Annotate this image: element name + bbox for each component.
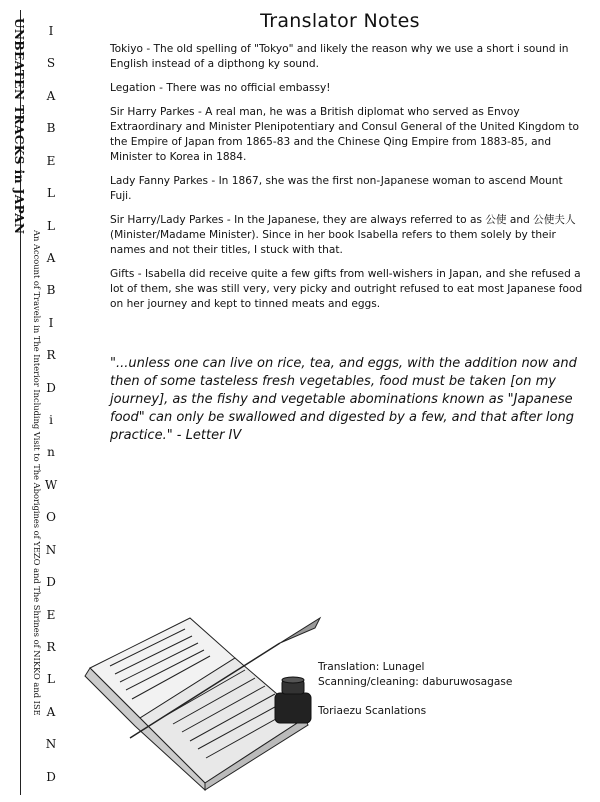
note-text: There was no official embassy! bbox=[166, 82, 331, 94]
spine-letter: n bbox=[47, 445, 55, 460]
note-lady-fanny-parkes: Lady Fanny Parkes - In 1867, she was the first non-Japanese woman to ascend Mount Fuji. bbox=[110, 175, 563, 202]
note-term: Gifts bbox=[110, 268, 135, 280]
spine-letter: E bbox=[46, 153, 56, 168]
note-text: In 1867, she was the first non-Japanese woman to ascend Mount Fuji. bbox=[110, 175, 563, 202]
translator-notes bbox=[110, 42, 586, 321]
spine-letter: N bbox=[45, 737, 57, 752]
spine-letter: S bbox=[46, 56, 56, 71]
credit-scanning: Scanning/cleaning: daburuwosagase bbox=[318, 676, 513, 688]
spine-letter: A bbox=[46, 88, 56, 103]
spine-letter: L bbox=[47, 672, 55, 687]
note-text: In the Japanese, they are always referred to as 公使 and 公使夫人 (Minister/Madame Minister). Since in her book Isabella refers to them solely by their names and not their titles, I stuck with that. bbox=[110, 214, 576, 256]
note-term: Legation bbox=[110, 82, 156, 94]
spine-letter: R bbox=[46, 640, 56, 655]
note-term: Tokiyo bbox=[110, 43, 143, 55]
spine-letter: L bbox=[47, 218, 55, 233]
note-titles: Sir Harry/Lady Parkes - In the Japanese, they are always referred to as 公使 and 公使夫人 (Minister/Madame Minister). Since in her book Isabella refers to them solely by their names and not their titles, I stuck with that. bbox=[110, 214, 576, 256]
spine-letter: W bbox=[44, 477, 58, 492]
spine-letter: O bbox=[46, 510, 56, 525]
spine-letters bbox=[44, 24, 58, 784]
letter-quote: "...unless one can live on rice, tea, and eggs, with the addition now and then of some tasteless fresh vegetables, food must be taken [on my journey], as the fishy and vegetable abominations known as "Japanese food" can only be swallowed and digested by a few, and that after long practice." - Letter IV bbox=[110, 356, 577, 443]
spine-letter: D bbox=[46, 575, 56, 590]
note-term: Sir Harry/Lady Parkes bbox=[110, 214, 224, 226]
note-text: Isabella did receive quite a few gifts from well-wishers in Japan, and she refused a lot of them, she was still very, very picky and outright refused to eat most Japanese food on her journey and kept to tinned meats and eggs. bbox=[110, 268, 583, 310]
spine-letter: B bbox=[46, 283, 56, 298]
spine-letter: R bbox=[46, 348, 56, 363]
spine-letter: I bbox=[48, 315, 54, 330]
spine-letter: A bbox=[46, 250, 56, 265]
note-legation: Legation - There was no official embassy! bbox=[110, 82, 331, 94]
spine-letter: A bbox=[46, 704, 56, 719]
credits bbox=[318, 660, 578, 719]
spine-letter: I bbox=[48, 24, 54, 38]
credit-group: Toriaezu Scanlations bbox=[318, 705, 427, 717]
note-text: A real man, he was a British diplomat who served as Envoy Extraordinary and Minister Plenipotentiary and Consul General of the United Kingdom to the Empire of Japan from 1865-83 and the Chinese Qing Empire from 1883-85, and Minister to Korea in 1884. bbox=[110, 106, 580, 163]
book-spine bbox=[0, 0, 56, 802]
spine-letter: D bbox=[46, 380, 56, 395]
note-term: Lady Fanny Parkes bbox=[110, 175, 208, 187]
credit-translation: Translation: Lunagel bbox=[318, 661, 425, 673]
note-tokiyo: Tokiyo - The old spelling of "Tokyo" and likely the reason why we use a short i sound in English instead of a dipthong ky sound. bbox=[110, 43, 569, 70]
spine-subtitle: An Account of Travels in The Interior Including Visit to The Aborigines of YEZO and The Shrines of NIKKO and ISE bbox=[32, 230, 42, 716]
spine-letter: i bbox=[49, 413, 53, 428]
spine-title: UNBEATEN TRACKS in JAPAN bbox=[12, 18, 26, 235]
spine-letter: D bbox=[46, 769, 56, 784]
note-sir-harry-parkes: Sir Harry Parkes - A real man, he was a British diplomat who served as Envoy Extraordinary and Minister Plenipotentiary and Consul General of the United Kingdom to the Empire of Japan from 1865-83 and the Chinese Qing Empire from 1883-85, and Minister to Korea in 1884. bbox=[110, 106, 580, 163]
spine-letter: B bbox=[46, 121, 56, 136]
note-text: The old spelling of "Tokyo" and likely the reason why we use a short i sound in English instead of a dipthong ky sound. bbox=[110, 43, 569, 70]
note-gifts: Gifts - Isabella did receive quite a few gifts from well-wishers in Japan, and she refused a lot of them, she was still very, very picky and outright refused to eat most Japanese food on her journey and kept to tinned meats and eggs. bbox=[110, 268, 583, 310]
spine-letter: E bbox=[46, 607, 56, 622]
page-title: Translator Notes bbox=[260, 10, 420, 32]
note-term: Sir Harry Parkes bbox=[110, 106, 195, 118]
book-and-inkwell-illustration bbox=[70, 598, 340, 798]
spine-letter: N bbox=[45, 542, 57, 557]
spine-letter: L bbox=[47, 186, 55, 201]
